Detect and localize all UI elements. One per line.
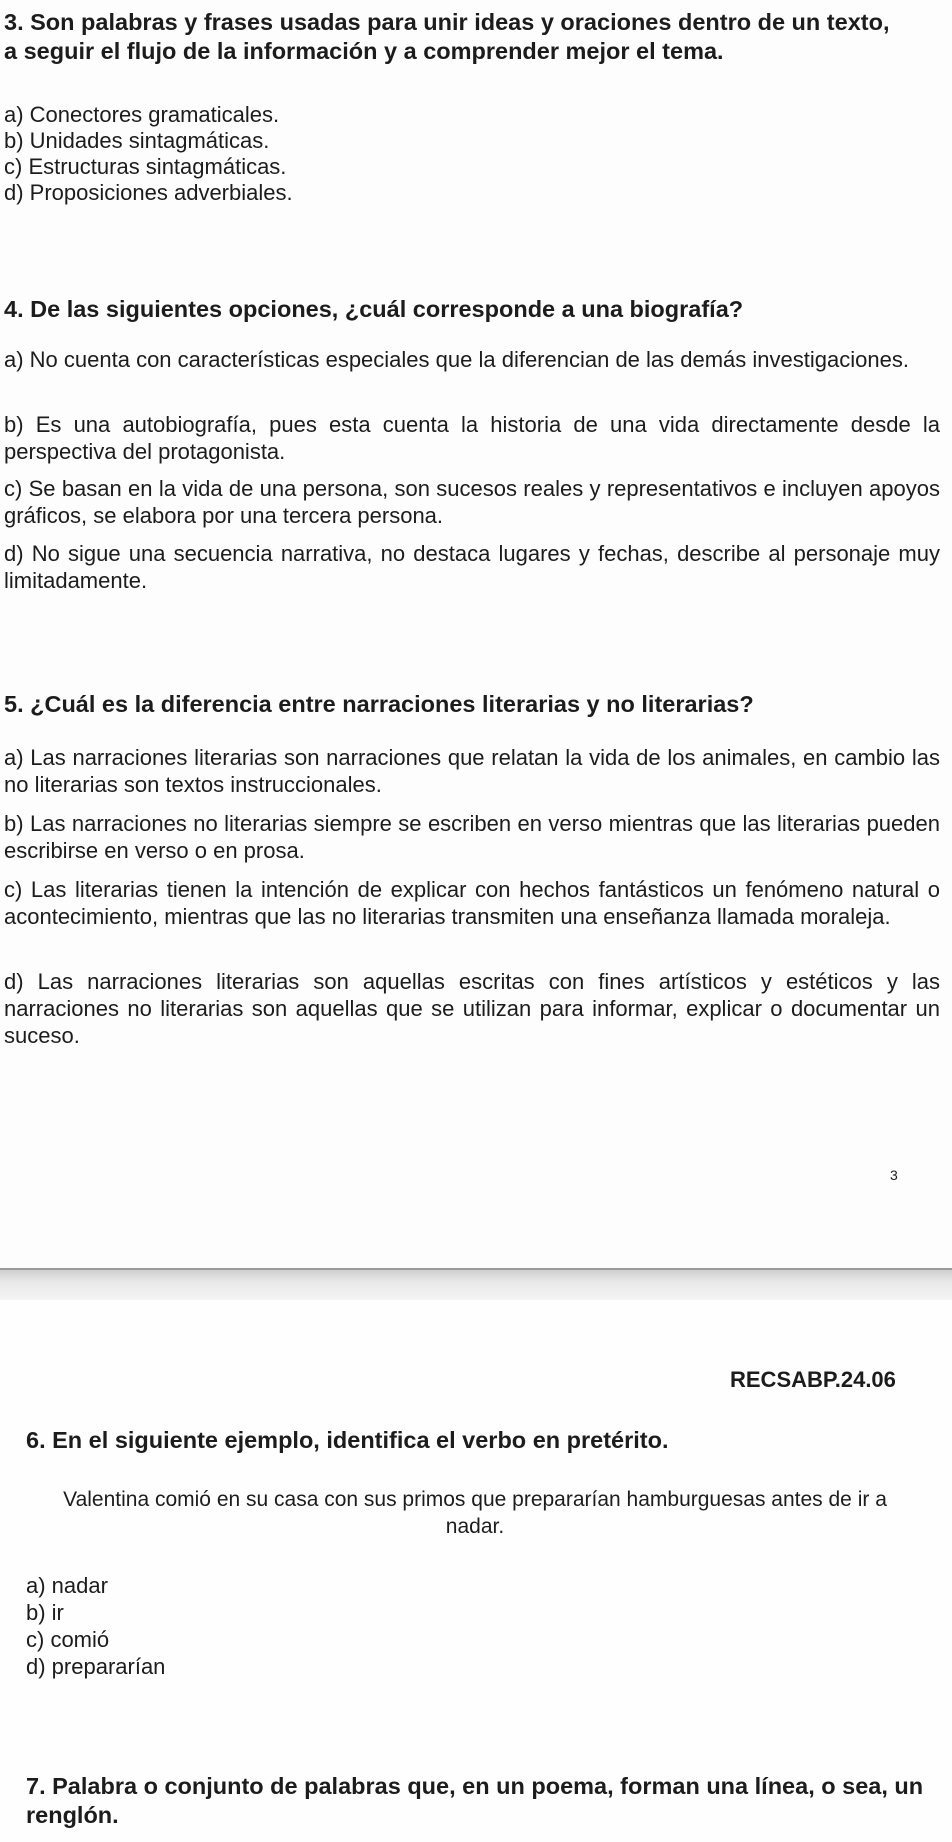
q5-option-c: c) Las literarias tienen la intención de explicar con hechos fantásticos un fenómeno natural o acontecimiento, mientras que las no literarias transmiten una enseñanza llamada moraleja.	[4, 877, 940, 929]
q3-option-b: b) Unidades sintagmáticas.	[4, 128, 270, 153]
q4-option-b: b) Es una autobiografía, pues esta cuenta la historia de una vida directamente desde la perspectiva del protagonista.	[4, 412, 940, 464]
question-5: 5. ¿Cuál es la diferencia entre narraciones literarias y no literarias?	[4, 691, 754, 717]
q6-option-d: d) prepararían	[26, 1654, 166, 1679]
q4-option-c: c) Se basan en la vida de una persona, son sucesos reales y representativos e incluyen apoyos gráficos, se elabora por una tercera persona.	[4, 476, 940, 528]
q3-option-a: a) Conectores gramaticales.	[4, 102, 280, 127]
q6-option-b: b) ir	[26, 1600, 64, 1625]
q3-option-d: d) Proposiciones adverbiales.	[4, 180, 293, 205]
question-6: 6. En el siguiente ejemplo, identifica el verbo en pretérito.	[26, 1427, 669, 1453]
q5-option-d: d) Las narraciones literarias son aquellas escritas con fines artísticos y estéticos y las narraciones no literarias son aquellas que se utilizan para informar, explicar o documentar un suceso.	[4, 969, 940, 1048]
q6-option-a: a) nadar	[26, 1573, 108, 1598]
question-4: 4. De las siguientes opciones, ¿cuál corresponde a una biografía?	[4, 296, 744, 322]
question-7: 7. Palabra o conjunto de palabras que, en un poema, forman una línea, o sea, un renglón.	[26, 1773, 924, 1828]
question-3: 3. Son palabras y frases usadas para unir ideas y oraciones dentro de un texto, a seguir el flujo de la información y a comprender mejor el tema.	[4, 9, 890, 64]
q4-option-a: a) No cuenta con características especiales que la diferencian de las demás investigaciones.	[4, 347, 909, 372]
q6-example-sentence: Valentina comió en su casa con sus primos que prepararían hamburguesas antes de ir a nadar.	[63, 1488, 887, 1538]
page-separator	[0, 1268, 952, 1300]
page-number: 3	[890, 1167, 898, 1183]
q5-option-a: a) Las narraciones literarias son narraciones que relatan la vida de los animales, en cambio las no literarias son textos instruccionales.	[4, 745, 940, 797]
document-code: RECSABP.24.06	[730, 1367, 896, 1392]
q5-option-b: b) Las narraciones no literarias siempre se escriben en verso mientras que las literarias pueden escribirse en verso o en prosa.	[4, 811, 940, 863]
q3-option-c: c) Estructuras sintagmáticas.	[4, 154, 287, 179]
q6-option-c: c) comió	[26, 1627, 110, 1652]
q4-option-d: d) No sigue una secuencia narrativa, no destaca lugares y fechas, describe al personaje muy limitadamente.	[4, 541, 940, 593]
